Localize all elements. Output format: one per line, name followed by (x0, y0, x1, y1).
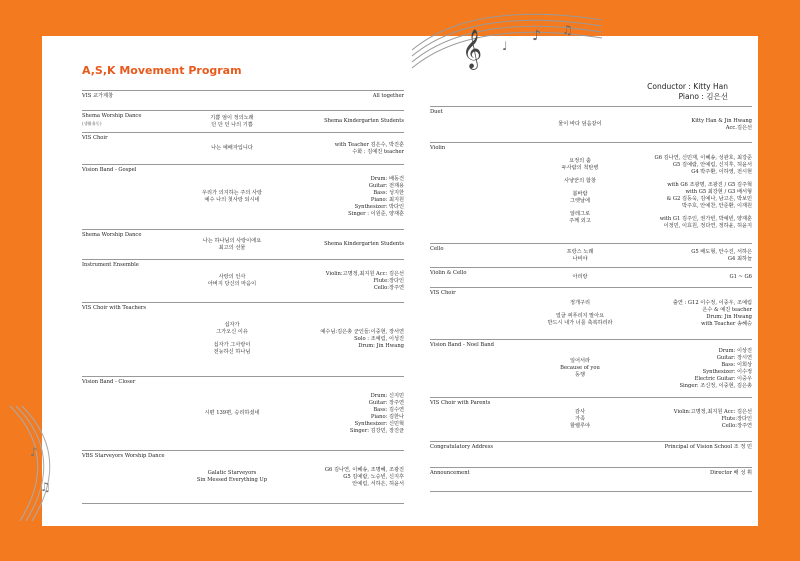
music-notes-decoration-left (0, 396, 90, 526)
program-row (430, 340, 752, 398)
program-performers (254, 118, 404, 125)
program-item-name (82, 113, 177, 127)
program-performers-line: Piano: 최지원 (370, 197, 404, 203)
program-piece-line: 나비야 (572, 255, 588, 262)
program-performers-line: 안예림, 서하은, 허윤서 (352, 480, 404, 487)
program-performers-line: Guitar: 장시연 (716, 354, 752, 361)
program-item-title: Cello (430, 246, 444, 252)
program-piece-line: 프랑스 노래 (566, 248, 594, 255)
program-performers-line: G4 박주환, 이하영, 전시현 (691, 168, 752, 175)
program-piece-line: 일어서라 (569, 358, 591, 364)
program-item-title: Vision Band - Noel Band (430, 342, 494, 348)
program-item-name (82, 305, 177, 312)
program-performers-line: Synthesizer: 박다인 (354, 204, 404, 210)
program-performers-line: 박주호, 안예찬, 안준환, 이재원 (681, 202, 752, 209)
program-item-title: Shema Worship Dance (82, 113, 142, 119)
program-item-name (82, 93, 177, 100)
program-item-title: Shema Worship Dance (82, 232, 142, 238)
program-item-subtitle: (생활율동) (82, 121, 102, 126)
program-item-name (82, 167, 177, 174)
program-item-title: Violin (430, 145, 446, 151)
program-page (30, 23, 758, 526)
program-performers (602, 409, 752, 430)
program-item-title: VIS Choir (82, 135, 108, 141)
program-piece-line: 요정의 춤 (569, 158, 591, 164)
program-piece-line: 그렛날에 (569, 198, 591, 204)
program-row (430, 468, 752, 492)
program-piece-line: 물이 바다 덮음같이 (558, 121, 602, 127)
program-item-name (82, 379, 177, 386)
program-row (82, 90, 404, 111)
program-item-name (82, 453, 177, 460)
program-row (82, 111, 404, 133)
program-piece-line: 동행 (574, 372, 586, 378)
program-piece-line: Sin Messed Everything Up (196, 477, 268, 483)
program-row (82, 133, 404, 165)
program-piece-line: 사랑의 인사 (218, 274, 246, 280)
program-performers (602, 155, 752, 230)
svg-text:♩: ♩ (502, 39, 508, 53)
program-piece-line: 주께 외고 (569, 218, 591, 224)
program-item-title: Duet (430, 109, 443, 115)
program-performers-line: Drum: 배동건 (370, 176, 404, 182)
program-row (430, 398, 752, 442)
program-performers-line: 수화 : 김예진 teacher (352, 148, 404, 155)
program-piece-line: 나는 하나님의 사랑이에요 (202, 237, 262, 244)
program-item-name (430, 470, 525, 477)
program-row (430, 442, 752, 468)
program-performers-line: G5 김예람, 안예림, 신지후, 허윤서 (672, 161, 752, 168)
program-performers-line: Bass: 이희상 (721, 361, 752, 368)
program-performers-line: Singer: 김강민, 장진균 (349, 427, 404, 434)
program-row (430, 143, 752, 244)
program-performers-line: Director 배 성 휘 (710, 470, 752, 476)
program-performers (602, 470, 752, 477)
program-item-title: Vision Band - Closer (82, 379, 136, 385)
program-item-name (430, 290, 525, 297)
program-performers (254, 176, 404, 218)
program-performers-line: 은수 & 예진 teacher (702, 306, 752, 313)
program-performers (254, 329, 404, 350)
piano-line: Piano : 김은선 (678, 92, 728, 101)
program-row (82, 377, 404, 451)
program-performers-line: Singer: 조신정, 이중현, 김은총 (679, 382, 752, 389)
program-piece-line: 던 던 던 나의 기쁨 (211, 121, 253, 128)
program-piece-line: Galatic Starveyors (207, 470, 257, 476)
program-performers-line: Drum: Jin Hwang (706, 313, 752, 320)
program-performers-line: with Teacher 송혜승 (701, 320, 752, 327)
program-piece-line: 시편 139편, 승리하셨네 (204, 410, 260, 416)
program-performers-line: Guitar: 전재용 (368, 183, 404, 189)
program-item-title: VIS Choir with Parents (430, 400, 491, 406)
program-performers (602, 300, 752, 328)
svg-text:♪: ♪ (532, 28, 541, 44)
program-row (82, 260, 404, 303)
program-performers-line: G5 김예람, 노승빈, 신지후 (343, 473, 404, 480)
program-performers-line: Solo : 조예림, 이성진 (354, 336, 404, 342)
program-piece-line: 십자가 (224, 322, 240, 328)
program-item-title: Instrument Ensemble (82, 262, 139, 268)
program-performers (254, 271, 404, 292)
program-item-title: Vision Band - Gospel (82, 167, 137, 173)
program-performers (602, 348, 752, 390)
program-performers-line: Guitar: 장주연 (368, 399, 404, 406)
program-performers (254, 241, 404, 248)
program-performers (602, 444, 752, 451)
program-item-name (430, 246, 525, 253)
program-performers-line: Violin:고명정,최지원 Acc: 김은선 (325, 270, 404, 277)
program-row (430, 268, 752, 288)
program-performers-line: G4 최하늘 (727, 255, 752, 262)
program-piece-line: 그가오신 이유 (216, 329, 248, 335)
program-row (430, 244, 752, 268)
program-item-name (82, 262, 177, 269)
program-performers (254, 93, 404, 100)
program-performers-line: G1 ~ G6 (729, 274, 752, 280)
program-piece-line: Because of you (560, 365, 600, 371)
program-performers-line: Drum: 신지민 (370, 392, 404, 399)
program-piece-line: 나는 예배자입니다 (211, 145, 253, 151)
program-piece-line: 할렐루야 (569, 423, 591, 429)
program-title: A,S,K Movement Program (82, 64, 242, 77)
program-performers-line: Shema Kindergarten Students (324, 241, 404, 247)
program-piece-line: 십자가 그사랑이 (213, 342, 251, 348)
program-item-name (430, 400, 525, 407)
program-piece-line: 우리가 의지하는 주의 사랑 (201, 190, 263, 196)
program-right-column (430, 106, 752, 492)
program-performers-line: Cello:장주연 (373, 284, 404, 291)
program-item-name (82, 232, 177, 239)
program-item-name (430, 444, 525, 451)
program-performers-line: Kitty Han & Jin Hwang (691, 117, 752, 124)
program-item-title: Congratulatory Address (430, 444, 494, 450)
program-row (82, 451, 404, 504)
program-performers-line: Electric Guitar: 이중우 (694, 375, 752, 382)
program-item-title: VIS 교가제창 (82, 93, 114, 99)
program-performers-line: with Teacher 김은수, 박진훈 (334, 141, 404, 148)
program-performers-line: Bass: 성지한 (373, 190, 404, 196)
program-performers-line: Singer : 이원준, 양재훈 (348, 211, 404, 217)
program-item-name (430, 109, 525, 116)
program-piece-line: 봄바람 (572, 191, 588, 197)
svg-text:♫: ♫ (562, 23, 573, 37)
program-left-column (82, 90, 404, 504)
program-performers-line: G5 배도형, 안수진, 서하은 (691, 248, 752, 255)
program-piece-line: 감사 (574, 409, 586, 415)
program-item-name (82, 135, 177, 142)
program-piece-line: 얼굴 찌푸리지 말아요 (555, 312, 605, 319)
program-performers-line: with G6 조광명, 조광진 / G5 김주혁 (667, 181, 752, 188)
program-performers-line: Acc.김은선 (725, 124, 752, 131)
program-performers-line: 예수님:김은총 군인들:이중현, 장서연 (320, 329, 404, 335)
program-performers-line: Bass: 김수연 (373, 406, 404, 413)
program-performers-line: Flute:장다인 (373, 277, 404, 284)
program-performers-line: Principal of Vision School 조 정 민 (664, 444, 752, 450)
program-performers-line: with G5 최강현 / G3 배서형 (685, 188, 752, 195)
program-piece-line: 아리랑 (572, 274, 588, 280)
program-performers (254, 142, 404, 156)
program-item-name (430, 270, 525, 277)
program-row (430, 106, 752, 143)
program-piece-line: 최고의 선물 (218, 244, 246, 251)
program-piece-line: 예수 나의 첫사랑 되시네 (204, 197, 260, 203)
svg-text:♫: ♫ (40, 480, 51, 494)
program-performers (602, 249, 752, 263)
program-performers (602, 118, 752, 132)
program-performers-line: Drum: Jin Hwang (358, 343, 404, 349)
program-performers-line: Synthesizer: 신민혁 (354, 420, 404, 427)
program-performers-line: Flute:장다인 (721, 416, 752, 422)
program-item-name (430, 342, 525, 349)
svg-text:𝄞: 𝄞 (462, 29, 483, 69)
program-piece-line: 전능하신 하나님 (213, 349, 251, 355)
music-notes-decoration (402, 0, 612, 90)
program-piece-line: 사냥꾼의 합창 (564, 178, 596, 184)
program-piece-line: 정개구리 (569, 299, 591, 306)
program-item-title: Announcement (430, 470, 470, 476)
program-row (430, 288, 752, 340)
svg-text:♪: ♪ (30, 445, 38, 459)
program-performers-line: Piano: 김한나 (370, 413, 404, 420)
program-performers-line: Shema Kindergarten Students (324, 118, 404, 124)
program-item-title: Violin & Cello (430, 270, 467, 276)
program-performers-line: G6 김나연, 신민재, 이혜송, 성관호, 최강준 (654, 154, 752, 161)
program-performers-line: Synthesizer: 이수정 (702, 368, 752, 375)
program-performers-line: Violin:고명정,최지원 Acc: 김은선 (673, 409, 752, 415)
program-performers-line: with G1 김주인, 권가빈, 박예빈, 양재훈 (659, 215, 752, 222)
program-item-title: VBS Starveyors Worship Dance (82, 453, 165, 459)
program-item-title: VIS Choir (430, 290, 456, 296)
program-row (82, 303, 404, 377)
program-piece-line: 기쁨 엄이 정의노래 (210, 114, 254, 121)
program-performers-line: Drum: 이상진 (718, 347, 752, 354)
program-item-title: VIS Choir with Teachers (82, 305, 147, 311)
program-performers (254, 393, 404, 435)
program-item-name (430, 145, 525, 152)
conductor-info (647, 82, 728, 102)
program-performers (254, 467, 404, 488)
program-piece-line: 반드시 내가 너를 축복하리라 (547, 319, 613, 326)
program-row (82, 165, 404, 230)
program-piece-line: 아버지 당신의 마음이 (207, 281, 257, 287)
program-performers-line: & G2 김동욱, 김예나, 남고은, 박보민 (666, 195, 752, 202)
program-performers-line: Cello:장주연 (721, 423, 752, 429)
program-row (82, 230, 404, 260)
program-performers-line: 출연 : G12 이수정, 이중우, 조예림 (672, 299, 752, 306)
conductor-line: Conductor : Kitty Han (647, 82, 728, 91)
program-piece-line: 두사람의 척탄병 (561, 165, 599, 171)
program-performers-line: All together (372, 93, 404, 99)
program-piece-line: 가족 (574, 416, 586, 422)
program-performers (602, 274, 752, 281)
program-performers-line: G6 김나연, 이혜송, 조명혜, 조광진 (324, 466, 404, 473)
program-performers-line: 이정민, 이효원, 정다연, 정하윤, 허윤지 (663, 222, 752, 229)
program-piece-line: 알레그로 (569, 211, 591, 217)
